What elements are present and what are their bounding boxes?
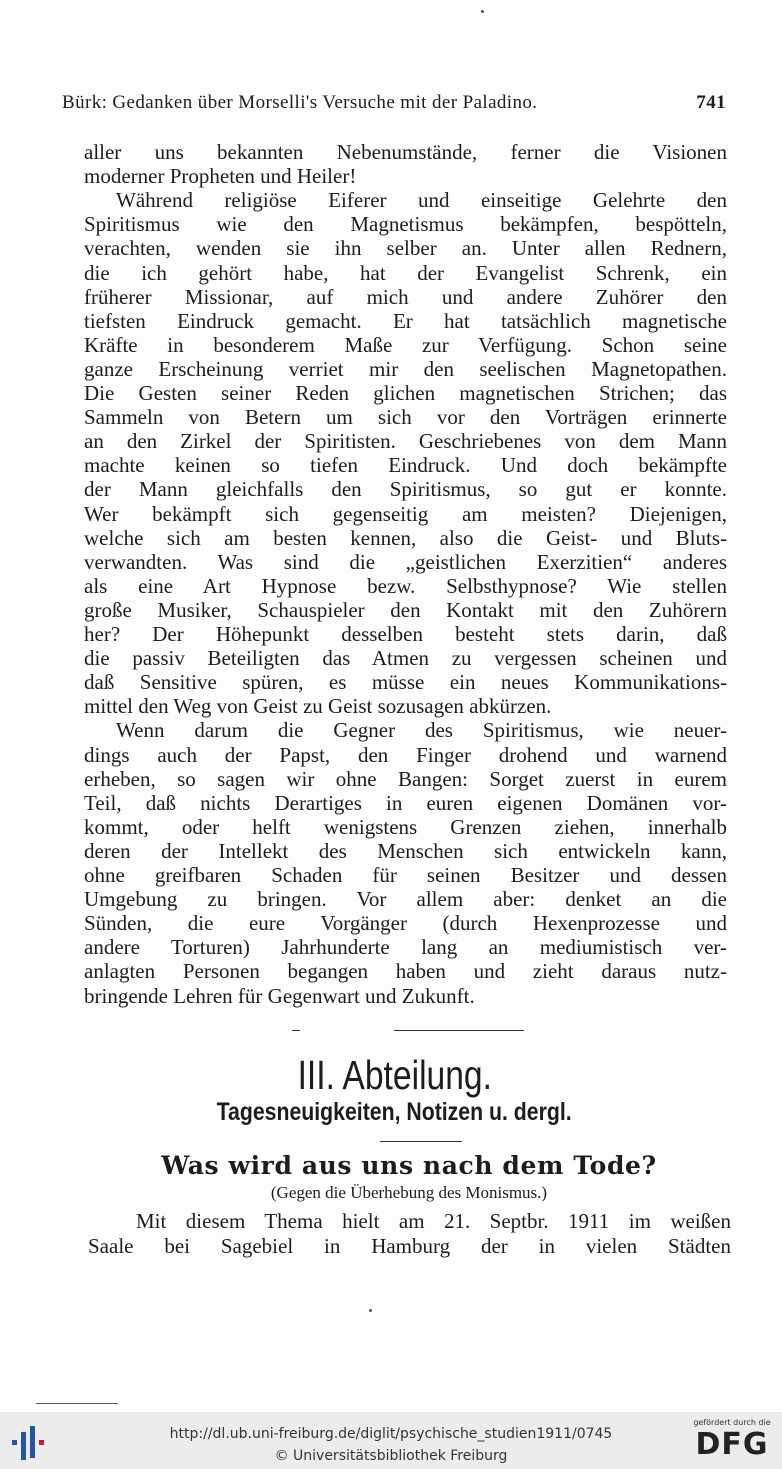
running-title: Bürk: Gedanken über Morselli's Versuche mit der Paladino. bbox=[62, 92, 538, 113]
text-line: erheben, so sagen wir ohne Bangen: Sorget zuerst in eurem bbox=[84, 766, 727, 791]
scan-speck bbox=[481, 10, 484, 13]
text-line: als eine Art Hypnose bezw. Selbsthypnose? Wie stellen bbox=[84, 573, 727, 598]
text-line: daß Sensitive spüren, es müsse ein neues Kommunikations- bbox=[84, 670, 727, 695]
text-line: Die Gesten seiner Reden glichen magnetischen Strichen; das bbox=[84, 381, 727, 405]
text-line: Sammeln von Betern um sich vor den Vorträgen erinnerte bbox=[84, 405, 727, 430]
dfg-logo bbox=[692, 1418, 772, 1466]
text-line: bringende Lehren für Gegenwart und Zukunft. bbox=[84, 983, 475, 1008]
text-line: deren der Intellekt des Menschen sich entwickeln kann, bbox=[84, 838, 727, 863]
text-line: Wenn darum die Gegner des Spiritismus, wie neuer- bbox=[116, 718, 727, 743]
text-line: an den Zirkel der Spiritisten. Geschriebenes von dem Mann bbox=[84, 429, 727, 454]
text-line: verwandten. Was sind die „geistlichen Exerzitien“ anderes bbox=[84, 549, 727, 574]
text-line: dings auch der Papst, den Finger drohend und warnend bbox=[84, 742, 727, 767]
text-line: ohne greifbaren Schaden für seinen Besitzer und dessen bbox=[84, 863, 727, 887]
text-line: Sünden, die eure Vorgänger (durch Hexenprozesse und bbox=[84, 911, 727, 936]
dfg-logo-text: DFG bbox=[695, 1427, 769, 1462]
funder-caption: gefördert durch die bbox=[693, 1418, 771, 1427]
text-line: verachten, wenden sie ihn selber an. Unter allen Rednern, bbox=[84, 236, 727, 261]
text-line: Spiritismus wie den Magnetismus bekämpfen, bespötteln, bbox=[84, 212, 727, 237]
text-line: Kräfte in besonderem Maße zur Verfügung. Schon seine bbox=[84, 332, 727, 357]
text-line: früherer Missionar, auf mich und andere Zuhörer den bbox=[84, 284, 727, 309]
text-line: her? Der Höhepunkt desselben besteht stets darin, daß bbox=[84, 622, 727, 646]
text-line: Umgebung zu bringen. Vor allem aber: denket an die bbox=[84, 887, 727, 912]
section-subheading: Tagesneuigkeiten, Notizen u. dergl. bbox=[216, 1098, 572, 1126]
separator-rule bbox=[292, 1030, 300, 1031]
text-line: tiefsten Eindruck gemacht. Er hat tatsächlich magnetische bbox=[84, 308, 727, 333]
text-line: die ich gehört habe, hat der Evangelist Schrenk, ein bbox=[84, 260, 727, 285]
text-line: Mit diesem Thema hielt am 21. Septbr. 1911 im weißen bbox=[136, 1209, 731, 1233]
text-line: die passiv Beteiligten das Atmen zu vergessen scheinen und bbox=[84, 646, 727, 671]
text-line: ganze Erscheinung verriet mir den seelischen Magnetopathen. bbox=[84, 356, 727, 381]
running-header bbox=[62, 92, 726, 120]
section-heading: III. Abteilung. bbox=[297, 1052, 492, 1098]
text-line: kommt, oder helft wenigstens Grenzen ziehen, innerhalb bbox=[84, 814, 727, 839]
scan-speck bbox=[369, 1309, 372, 1312]
separator-rule bbox=[394, 1030, 524, 1031]
text-line: andere Torturen) Jahrhunderte lang an mediumistisch ver- bbox=[84, 935, 727, 960]
text-line: aller uns bekannten Nebenumstände, ferner die Visionen bbox=[84, 140, 727, 164]
text-line: mittel den Weg von Geist zu Geist sozusagen abkürzen. bbox=[84, 694, 552, 719]
copyright-notice: © Universitätsbibliothek Freiburg bbox=[274, 1448, 508, 1464]
text-line: machte keinen so tiefen Eindruck. Und doch bekämpfte bbox=[84, 453, 727, 478]
article-subtitle: (Gegen die Überhebung des Monismus.) bbox=[270, 1183, 548, 1202]
text-line: welche sich am besten kennen, also die Geist- und Bluts- bbox=[84, 525, 727, 550]
text-line: der Mann gleichfalls den Spiritismus, so gut er konnte. bbox=[84, 477, 727, 502]
page-number: 741 bbox=[696, 92, 726, 113]
text-line: Wer bekämpft sich gegenseitig am meisten? Diejenigen, bbox=[84, 501, 727, 526]
bottom-rule bbox=[36, 1403, 118, 1404]
footer-bar bbox=[0, 1412, 782, 1469]
source-url[interactable]: http://dl.ub.uni-freiburg.de/diglit/psychische_studien1911/0745 bbox=[169, 1426, 613, 1442]
text-line: Saale bei Sagebiel in Hamburg der in vielen Städten bbox=[88, 1233, 731, 1258]
text-line: Teil, daß nichts Derartiges in euren eigenen Domänen vor- bbox=[84, 790, 727, 815]
article-title: Was wird aus uns nach dem Tode? bbox=[161, 1151, 657, 1180]
text-line: Während religiöse Eiferer und einseitige Gelehrte den bbox=[116, 188, 727, 213]
text-line: moderner Propheten und Heiler! bbox=[84, 164, 357, 189]
text-line: anlagten Personen begangen haben und zieht daraus nutz- bbox=[84, 959, 727, 984]
title-rule bbox=[380, 1141, 462, 1142]
text-line: große Musiker, Schauspieler den Kontakt mit den Zuhörern bbox=[84, 597, 727, 622]
